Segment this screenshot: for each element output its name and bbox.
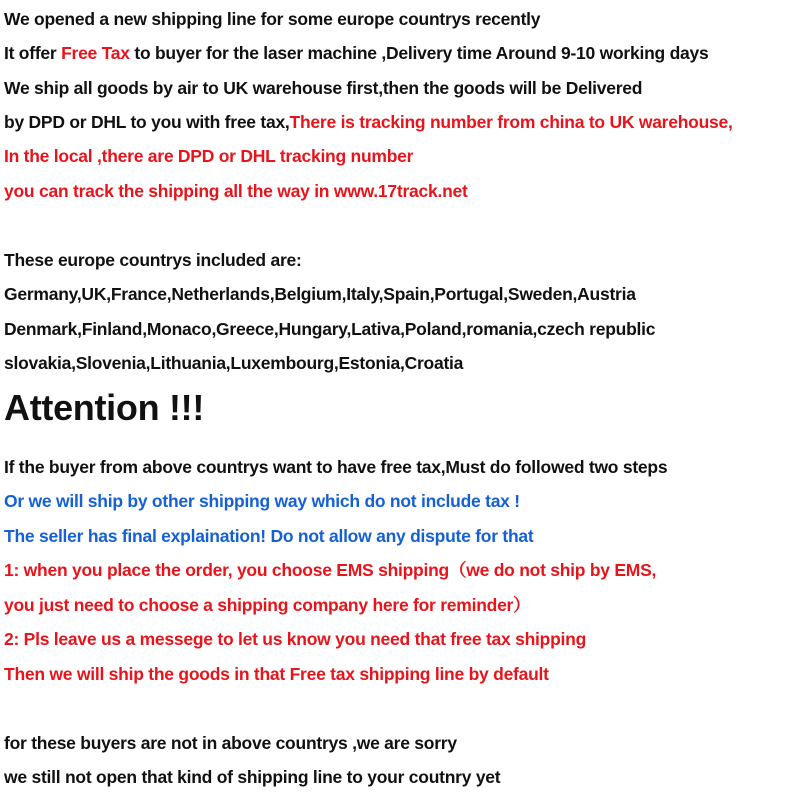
intro-line-new-shipping: We opened a new shipping line for some europe countrys recently [4,9,541,29]
countries-list-1: Germany,UK,France,Netherlands,Belgium,Italy,Spain,Portugal,Sweden,Austria [4,284,636,304]
free-tax-suffix: to buyer for the laser machine ,Delivery time Around 9-10 working days [129,43,709,63]
free-tax-highlight: Free Tax [61,43,130,63]
intro-line-dpd-dhl [4,109,733,135]
countries-list-2: Denmark,Finland,Monaco,Greece,Hungary,Lativa,Poland,romania,czech republic [4,319,656,339]
attention-line-final-explanation: The seller has final explaination! Do not allow any dispute for that [4,526,534,546]
attention-line-other-shipping: Or we will ship by other shipping way which do not include tax ! [4,491,520,511]
countries-intro: These europe countrys included are: [4,250,302,270]
intro-line-local-tracking: In the local ,there are DPD or DHL tracking number [4,146,414,166]
intro-line-track-website: you can track the shipping all the way in www.17track.net [4,181,468,201]
step-2-line: 2: Pls leave us a messege to let us know you need that free tax shipping [4,629,587,649]
step-1-line-a: 1: when you place the order, you choose EMS shipping（we do not ship by EMS, [4,560,657,580]
countries-list-3: slovakia,Slovenia,Lithuania,Luxembourg,Estonia,Croatia [4,353,464,373]
closing-line-not-open: we still not open that kind of shipping line to your coutnry yet [4,767,501,787]
intro-line-free-tax [4,40,708,66]
closing-line-sorry: for these buyers are not in above countrys ,we are sorry [4,733,457,753]
attention-heading: Attention !!! [4,387,205,428]
attention-line-two-steps: If the buyer from above countrys want to have free tax,Must do followed two steps [4,457,668,477]
step-1-line-b: you just need to choose a shipping company here for reminder） [4,595,531,615]
free-tax-prefix: It offer [4,43,62,63]
step-2-default-line: Then we will ship the goods in that Free tax shipping line by default [4,664,549,684]
intro-line-uk-warehouse: We ship all goods by air to UK warehouse first,then the goods will be Delivered [4,78,643,98]
tracking-china-uk: There is tracking number from china to UK warehouse, [289,112,733,132]
dpd-dhl-prefix: by DPD or DHL to you with free tax, [4,112,290,132]
